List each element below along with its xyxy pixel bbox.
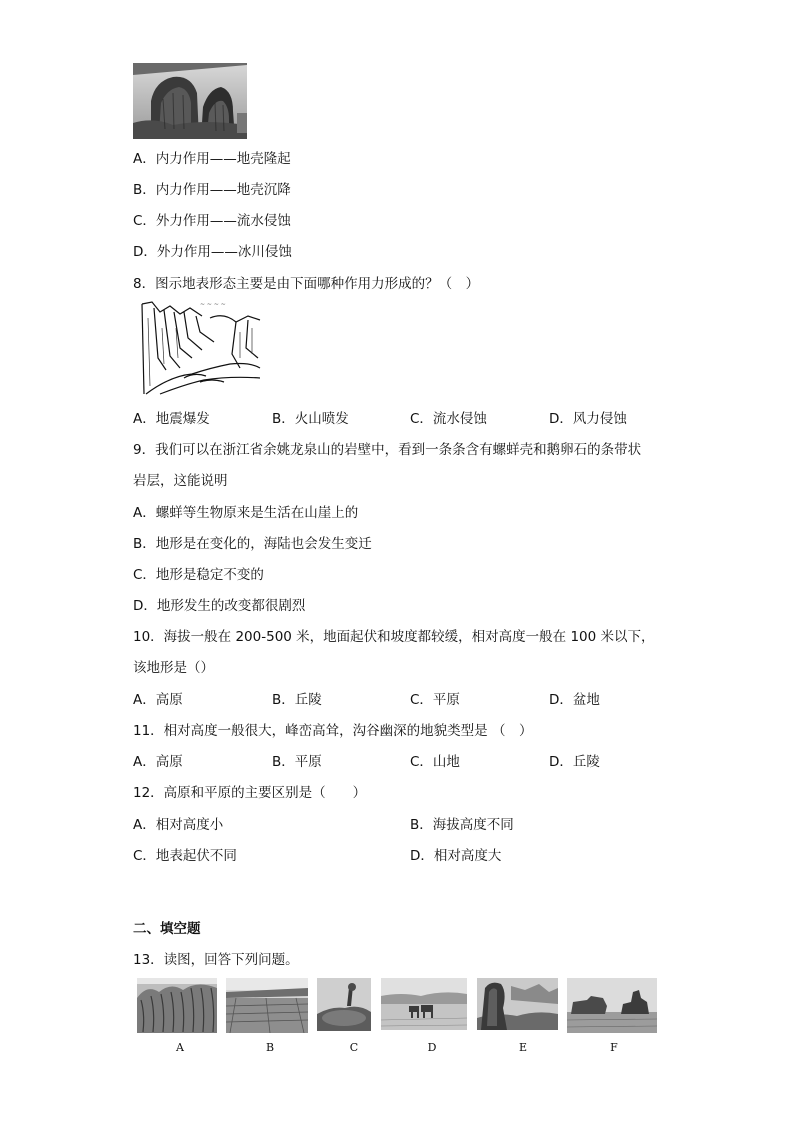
q9-option-a[interactable]: A．螺蛘等生物原来是生活在山崖上的	[133, 505, 359, 521]
q13-image-d	[381, 978, 467, 1030]
q12-option-a[interactable]: A．相对高度小	[133, 817, 224, 833]
q11-option-d[interactable]: D．丘陵	[549, 754, 600, 770]
q12-option-d[interactable]: D．相对高度大	[410, 848, 502, 864]
q7-option-b[interactable]: B．内力作用——地壳沉降	[133, 182, 291, 198]
q8-option-c[interactable]: C．流水侵蚀	[410, 411, 487, 427]
q7-option-d[interactable]: D．外力作用——冰川侵蚀	[133, 244, 292, 260]
q9-option-d[interactable]: D．地形发生的改变都很剧烈	[133, 598, 306, 614]
q9-stem-line2: 岩层，这能说明	[133, 473, 228, 489]
section-fill-in-title: 二、填空题	[133, 921, 201, 937]
q8-option-a[interactable]: A．地震爆发	[133, 411, 210, 427]
q13-image-b	[226, 978, 308, 1033]
q11-option-c[interactable]: C．山地	[410, 754, 460, 770]
q13-caption-e: E	[518, 1041, 528, 1054]
q13-image-e	[477, 978, 558, 1030]
q10-stem-line1: 10．海拔一般在 200-500 米，地面起伏和坡度都较缓，相对高度一般在 100 米以下，	[133, 629, 655, 645]
q13-stem: 13．读图，回答下列问题。	[133, 952, 299, 968]
q10-option-b[interactable]: B．丘陵	[272, 692, 322, 708]
q11-stem: 11．相对高度一般很大，峰峦高耸，沟谷幽深的地貌类型是 （ ）	[133, 723, 533, 739]
q13-caption-d: D	[427, 1041, 437, 1054]
q10-option-d[interactable]: D．盆地	[549, 692, 600, 708]
svg-text:~ ~ ~ ~: ~ ~ ~ ~	[200, 301, 226, 308]
q12-option-c[interactable]: C．地表起伏不同	[133, 848, 237, 864]
q13-image-c	[317, 978, 371, 1031]
q13-image-f	[567, 978, 657, 1033]
q11-option-b[interactable]: B．平原	[272, 754, 322, 770]
q13-caption-b: B	[265, 1041, 275, 1054]
q13-caption-c: C	[349, 1041, 359, 1054]
q7-option-a[interactable]: A．内力作用——地壳隆起	[133, 151, 291, 167]
q10-option-a[interactable]: A．高原	[133, 692, 183, 708]
q8-option-d[interactable]: D．风力侵蚀	[549, 411, 627, 427]
q10-stem-line2: 该地形是（）	[133, 660, 214, 676]
q11-option-a[interactable]: A．高原	[133, 754, 183, 770]
q7-option-c[interactable]: C．外力作用——流水侵蚀	[133, 213, 291, 229]
q12-stem: 12．高原和平原的主要区别是（ ）	[133, 785, 367, 801]
q13-caption-a: A	[176, 1041, 184, 1054]
q9-option-b[interactable]: B．地形是在变化的，海陆也会发生变迁	[133, 536, 372, 552]
q8-canyon-sketch	[140, 298, 262, 396]
q9-option-c[interactable]: C．地形是稳定不变的	[133, 567, 264, 583]
q13-image-a	[137, 978, 217, 1033]
q8-option-b[interactable]: B．火山喷发	[272, 411, 349, 427]
q7-landform-photo	[133, 63, 247, 139]
q9-stem-line1: 9．我们可以在浙江省余姚龙泉山的岩壁中，看到一条条含有螺蛘壳和鹅卵石的条带状	[133, 442, 642, 458]
q8-stem: 8．图示地表形态主要是由下面哪种作用力形成的？（ ）	[133, 276, 480, 292]
q10-option-c[interactable]: C．平原	[410, 692, 460, 708]
q13-caption-f: F	[610, 1041, 618, 1054]
q12-option-b[interactable]: B．海拔高度不同	[410, 817, 514, 833]
